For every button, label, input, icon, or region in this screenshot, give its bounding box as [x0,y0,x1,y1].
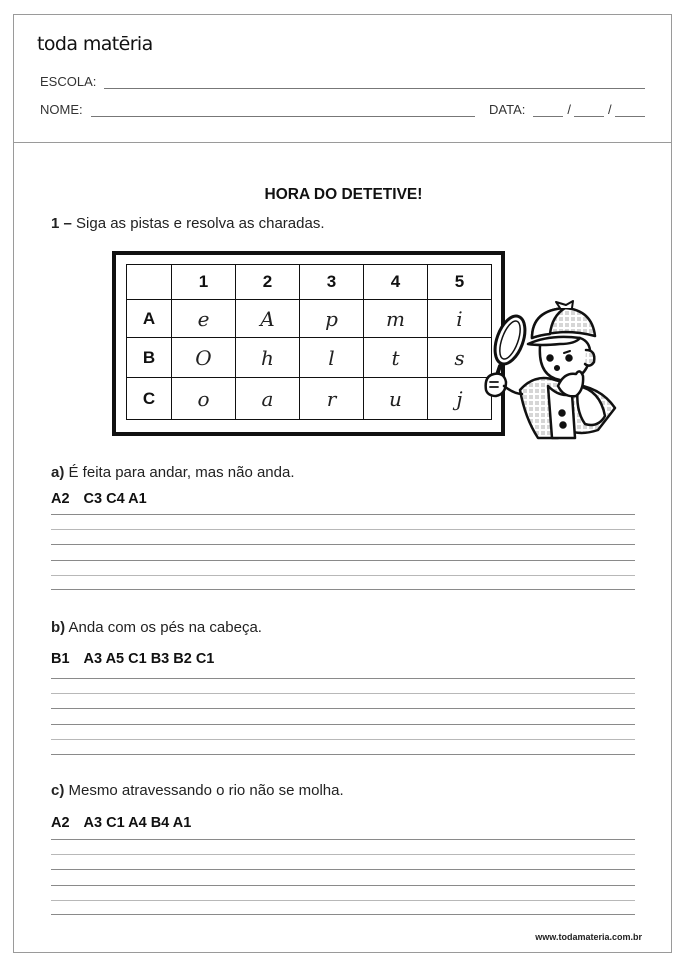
grid-corner-cell [127,265,172,300]
brand-logo: toda matēria [37,33,153,55]
question-a-prompt [51,464,295,481]
answer-line[interactable] [51,514,635,515]
answer-line[interactable] [51,708,635,709]
grid-row-b [127,338,492,378]
instruction [51,215,325,232]
nome-field-row [40,102,475,117]
code-first: A2 [51,815,70,831]
question-text: Anda com os pés na cabeça. [65,619,262,636]
escola-input-line[interactable] [104,77,645,89]
grid-cell: i [428,300,492,338]
answer-line[interactable] [51,754,635,755]
date-year-line[interactable] [615,105,645,117]
grid-row-c [127,378,492,420]
answer-line[interactable] [51,724,635,725]
grid-col-header: 2 [236,265,300,300]
grid-cell: s [428,338,492,378]
nome-label: NOME: [40,102,83,117]
question-letter: a) [51,464,65,481]
code-rest: A3 C1 A4 B4 A1 [83,815,192,831]
date-separator: / [567,102,571,117]
question-c-prompt [51,782,344,799]
data-field-row [489,102,645,117]
code-first: A2 [51,491,70,507]
answer-line[interactable] [51,885,635,886]
answer-line[interactable] [51,529,635,530]
grid-row-a [127,300,492,338]
grid-cell: t [364,338,428,378]
worksheet-title: HORA DO DETETIVE! [264,186,423,203]
answer-line[interactable] [51,544,635,545]
date-day-line[interactable] [533,105,563,117]
answer-line[interactable] [51,914,635,915]
header-divider [13,142,672,143]
grid-col-header: 1 [172,265,236,300]
page-frame [13,14,672,953]
grid-cell: h [236,338,300,378]
grid-row-header: C [127,378,172,420]
footer-url: www.todamateria.com.br [535,932,642,942]
grid-cell: l [300,338,364,378]
escola-field-row [40,74,645,89]
grid-cell: A [236,300,300,338]
date-month-line[interactable] [574,105,604,117]
cipher-board [112,251,505,436]
grid-cell: p [300,300,364,338]
grid-cell: O [172,338,236,378]
code-rest: C3 C4 A1 [83,491,147,507]
question-letter: b) [51,619,66,636]
question-c-code [51,815,191,831]
answer-line[interactable] [51,839,635,840]
code-rest: A3 A5 C1 B3 B2 C1 [83,651,215,667]
answer-line[interactable] [51,575,635,576]
grid-cell: u [364,378,428,420]
question-text: Mesmo atravessando o rio não se molha. [64,782,344,799]
answer-line[interactable] [51,678,635,679]
grid-row-header: B [127,338,172,378]
question-b-code [51,651,214,667]
grid-cell: a [236,378,300,420]
question-a-code [51,491,147,507]
code-first: B1 [51,651,70,667]
grid-cell: m [364,300,428,338]
date-separator: / [607,102,612,117]
question-b-prompt [51,619,262,636]
answer-line[interactable] [51,854,635,855]
data-label: DATA: [489,102,526,117]
grid-cell: o [172,378,236,420]
grid-header-row [127,265,492,300]
detective-illustration [480,298,628,443]
answer-line[interactable] [51,693,635,694]
question-letter: c) [51,782,65,799]
answer-line[interactable] [51,900,635,901]
cipher-grid [126,264,492,420]
answer-line[interactable] [51,739,635,740]
grid-cell: j [428,378,492,420]
grid-row-header: A [127,300,172,338]
instruction-number: 1 – [51,215,72,232]
grid-col-header: 3 [300,265,364,300]
grid-cell: e [172,300,236,338]
grid-cell: r [300,378,364,420]
answer-line[interactable] [51,869,635,870]
answer-line[interactable] [51,560,635,561]
escola-label: ESCOLA: [40,74,97,89]
nome-input-line[interactable] [91,105,475,117]
question-text: É feita para andar, mas não anda. [64,464,295,481]
grid-col-header: 5 [428,265,492,300]
answer-line[interactable] [51,589,635,590]
grid-col-header: 4 [364,265,428,300]
instruction-text: Siga as pistas e resolva as charadas. [71,215,325,232]
